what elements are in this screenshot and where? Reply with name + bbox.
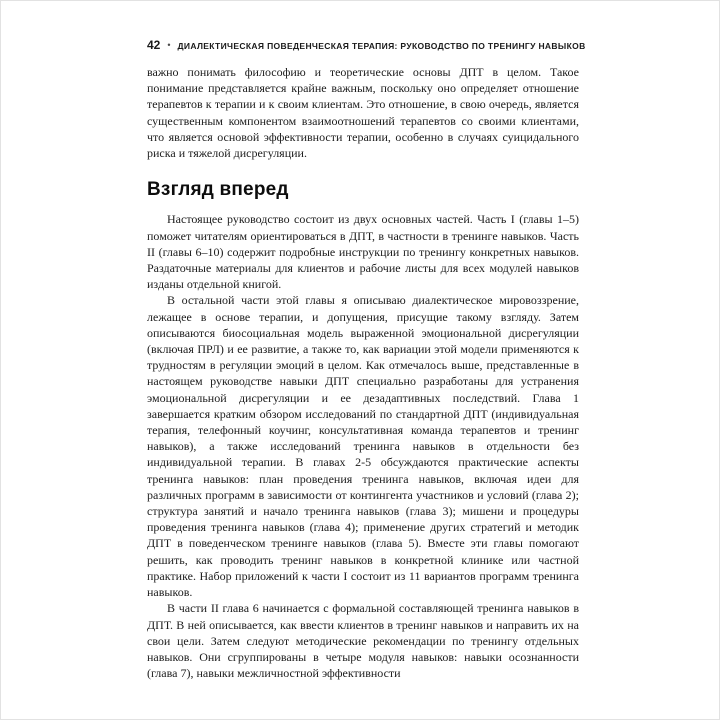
running-title: ДИАЛЕКТИЧЕСКАЯ ПОВЕДЕНЧЕСКАЯ ТЕРАПИЯ: РУКОВОДСТВО ПО ТРЕНИНГУ НАВЫКОВ	[177, 41, 586, 51]
body-paragraph: В части II глава 6 начинается с формальной составляющей тренинга навыков в ДПТ. В ней описывается, как ввести клиентов в тренинг навыков и направить их на свои цели. Затем следуют методические рекомендации по тренингу отдельных навыков. Они сгруппированы в четыре модуля навыков: навыки осознанности (глава 7), навыки межличностной эффективности	[147, 601, 579, 681]
running-header	[147, 38, 586, 52]
page-body	[147, 64, 579, 681]
header-bullet-icon: •	[167, 40, 171, 50]
section-heading: Взгляд вперед	[147, 179, 289, 201]
body-paragraph: В остальной части этой главы я описываю диалектическое мировоззрение, лежащее в основе терапии, и допущения, присущие такому взгляду. Затем описываются биосоциальная модель выраженной эмоциональной дисрегуляции (включая ПРЛ) и ее развитие, а также то, как вариации этой модели применяются к трудностям в регуляции эмоций в целом. Как отмечалось выше, представленные в настоящем руководстве навыки ДПТ специально разработаны для устранения эмоциональной дисрегуляции и ее дезадаптивных последствий. Глава 1 завершается кратким обзором исследований по стандартной ДПТ (индивидуальная терапия, телефонный коучинг, консультативная команда терапевтов и тренинг навыков), а также исследований тренинга навыков в отдельности без индивидуальной терапии. В главах 2-5 обсуждаются практические аспекты тренинга навыков: план проведения тренинга навыков, включая идеи для различных программ в зависимости от контингента участников и условий (глава 2); структура занятий и начало тренинга навыков (глава 3); мишени и процедуры проведения тренинга навыков (глава 4); применение других стратегий и методик ДПТ в поведенческом тренинге навыков (глава 5). Вместе эти главы помогают решить, как проводить тренинг навыков в конкретной клинике или частной практике. Набор приложений к части I состоит из 11 вариантов программ тренинга навыков.	[147, 293, 579, 600]
body-paragraph: Настоящее руководство состоит из двух основных частей. Часть I (главы 1–5) поможет читателям ориентироваться в ДПТ, в частности в тренинге навыков. Часть II (главы 6–10) содержит подробные инструкции по тренингу конкретных навыков. Раздаточные материалы для клиентов и рабочие листы для всех модулей навыков изданы отдельной книгой.	[147, 212, 579, 292]
page-number: 42	[147, 38, 161, 52]
continuation-paragraph: важно понимать философию и теоретические основы ДПТ в целом. Такое понимание представляется крайне важным, поскольку оно определяет отношение терапевтов к терапии и к своим клиентам. Это отношение, в свою очередь, является существенным компонентом взаимоотношений терапевтов со своими клиентами, что является основой эффективности терапии, особенно в случаях суицидального риска и тяжелой дисрегуляции.	[147, 65, 579, 161]
